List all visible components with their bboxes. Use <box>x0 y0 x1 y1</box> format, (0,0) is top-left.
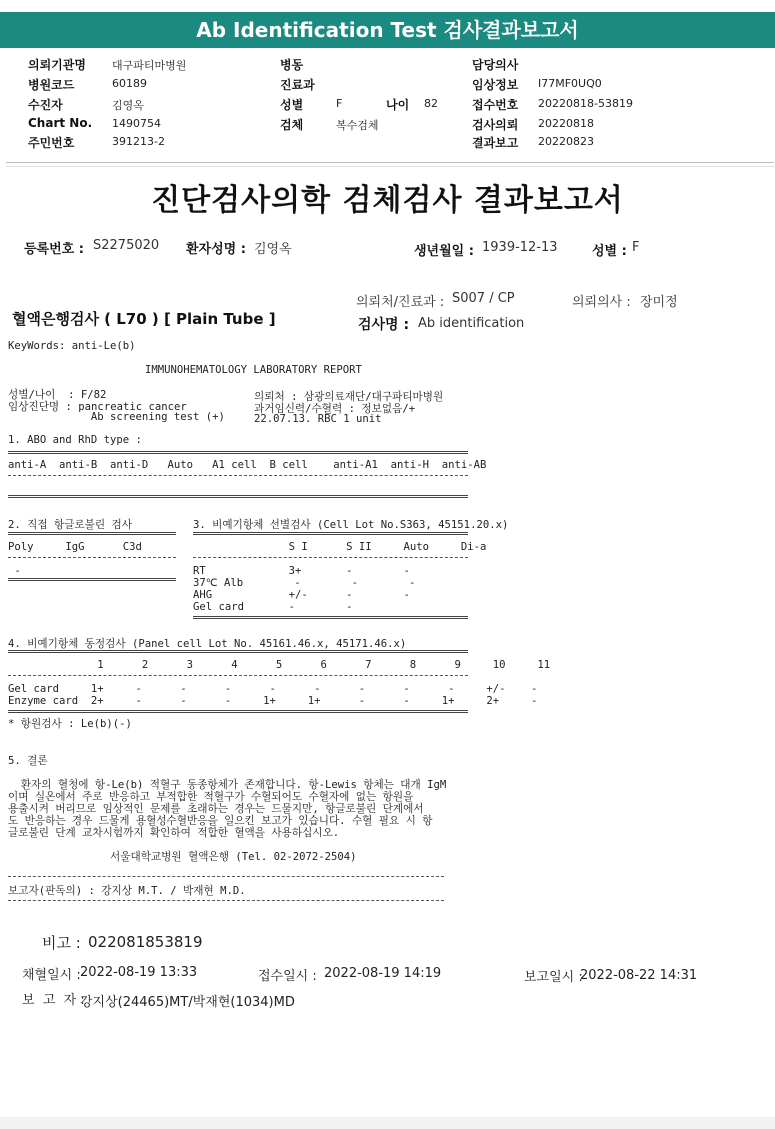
reg-number-value: S2275020 <box>93 238 160 253</box>
received-value: 2022-08-19 14:19 <box>324 966 442 981</box>
info-receipt-value: 20220818-53819 <box>538 97 633 110</box>
double-rule <box>8 532 176 535</box>
hospital-blood-bank: 서울대학교병원 혈액은행 (Tel. 02-2072-2504) <box>110 851 357 863</box>
section-3-row: Gel card - - <box>193 601 353 613</box>
conclusion-line: 이며 실온에서 주로 반응하고 부적합한 적혈구가 수혈되어도 수혈자에 없는 항원을 <box>8 791 414 803</box>
info-dept-label: 진료과 <box>280 78 315 92</box>
info-receipt-label: 접수번호 <box>472 98 519 112</box>
double-rule <box>193 616 468 619</box>
birth-date-label: 생년월일 : <box>414 244 474 259</box>
info-report-value: 20220823 <box>538 135 594 148</box>
info-age-value: 82 <box>424 97 438 110</box>
double-rule <box>8 710 468 713</box>
dept-value: S007 / CP <box>452 291 515 306</box>
reported-label: 보고일시 : <box>524 970 583 985</box>
info-hospital-label: 의뢰기관명 <box>28 58 86 72</box>
info-specimen-label: 검체 <box>280 118 304 132</box>
test-name-label: 검사명 : <box>358 317 410 333</box>
conclusion-line: 용출시켜 버리므로 임상적인 문제를 초래하는 경우는 드물지만, 항글로불린 단계에서 <box>8 803 424 815</box>
dashed-rule <box>8 876 444 877</box>
received-label: 접수일시 : <box>258 969 317 984</box>
info-report-label: 결과보고 <box>472 136 519 150</box>
antigen-test: * 항원검사 : Le(b)(-) <box>8 718 132 730</box>
double-rule <box>8 451 468 454</box>
reporter-line: 보고자(판독의) : 강지상 M.T. / 박재현 M.D. <box>8 885 246 897</box>
sex-label: 성별 : <box>592 244 627 259</box>
section-1-header: anti-A anti-B anti-D Auto A1 cell B cell anti-A1 anti-H anti-AB <box>8 459 487 471</box>
dashed-rule <box>193 557 468 558</box>
section-divider <box>6 162 774 163</box>
info-specimen-value: 복수검체 <box>336 119 379 132</box>
section-4-row: Gel card 1+ - - - - - - - - +/- - <box>8 683 538 695</box>
section-3-row: AHG +/- - - <box>193 589 410 601</box>
conclusion-line: 환자의 혈청에 항-Le(b) 적혈구 동종항체가 존재합니다. 항-Lewis 항체는 대개 IgM <box>8 779 447 791</box>
remark-label: 비고 : <box>42 934 81 952</box>
collected-value: 2022-08-19 13:33 <box>80 965 198 980</box>
section-2-header: Poly IgG C3d <box>8 541 142 553</box>
info-patient-label: 수진자 <box>28 98 63 112</box>
section-3-header: S I S II Auto Di-a <box>193 541 487 553</box>
dept-label: 의뢰처/진료과 : <box>356 295 445 310</box>
lab-report-title: IMMUNOHEMATOLOGY LABORATORY REPORT <box>145 364 362 376</box>
info-hospital-code-value: 60189 <box>112 77 147 90</box>
info-sex-value: F <box>336 97 343 110</box>
dashed-rule <box>8 475 468 476</box>
info-chart-label: Chart No. <box>28 116 93 130</box>
info-request-value: 20220818 <box>538 117 594 130</box>
test-group: 혈액은행검사 ( L70 ) [ Plain Tube ] <box>12 310 276 328</box>
section-divider <box>6 166 774 167</box>
bottom-bar <box>0 1117 775 1129</box>
requester-line: 의뢰처 : 삼광의료재단/대구파티마병원 <box>254 391 444 403</box>
birth-date-value: 1939-12-13 <box>482 240 558 255</box>
diagnosis-line-2: Ab screening test (+) <box>8 411 225 423</box>
info-sex-label: 성별 <box>280 98 304 112</box>
section-5-title: 5. 결론 <box>8 755 48 767</box>
patient-name-label: 환자성명 : <box>186 242 246 257</box>
info-patient-value: 김영옥 <box>112 99 144 112</box>
header-bar <box>0 12 775 48</box>
info-chart-value: 1490754 <box>112 117 161 130</box>
section-3-row: 37℃ Alb - - - <box>193 577 416 589</box>
double-rule <box>8 495 468 498</box>
requesting-doctor-value: 장미정 <box>640 295 678 310</box>
test-name-value: Ab identification <box>418 316 525 331</box>
reg-number-label: 등록번호 : <box>24 242 84 257</box>
section-3-row: RT 3+ - - <box>193 565 410 577</box>
double-rule <box>193 532 468 535</box>
dashed-rule <box>8 675 468 676</box>
dashed-rule <box>8 557 176 558</box>
reported-value: 2022-08-22 14:31 <box>580 968 698 983</box>
info-request-label: 검사의뢰 <box>472 118 519 132</box>
section-1-title: 1. ABO and RhD type : <box>8 434 142 446</box>
info-id-label: 주민번호 <box>28 136 75 150</box>
page-title: Ab Identification Test 검사결과보고서 <box>196 18 579 42</box>
section-4-title: 4. 비예기항체 동정검사 (Panel cell Lot No. 45161.46.x, 45171.46.x) <box>8 638 407 650</box>
section-4-row: Enzyme card 2+ - - - 1+ 1+ - - 1+ 2+ - <box>8 695 538 707</box>
info-clinical-label: 임상정보 <box>472 78 519 92</box>
collected-label: 채혈일시 : <box>22 968 81 983</box>
sex-age-line: 성별/나이 : F/82 <box>8 389 107 401</box>
info-ward-label: 병동 <box>280 58 304 72</box>
conclusion-line: 도 반응하는 경우 드물게 용혈성수혈반응을 일으킨 보고가 있습니다. 수혈 필요 시 항 <box>8 815 433 827</box>
info-hospital-value: 대구파티마병원 <box>112 59 187 72</box>
report-title: 진단검사의학 검체검사 결과보고서 <box>151 183 624 218</box>
info-age-label: 나이 <box>386 98 410 112</box>
sex-value: F <box>632 240 640 255</box>
reporter-value: 강지상(24465)MT/박재현(1034)MD <box>80 995 295 1010</box>
section-4-header: 1 2 3 4 5 6 7 8 9 10 11 <box>8 659 551 671</box>
info-id-value: 391213-2 <box>112 135 165 148</box>
info-doctor-label: 담당의사 <box>472 58 519 72</box>
double-rule <box>8 650 468 653</box>
double-rule <box>8 578 176 581</box>
section-3-title: 3. 비예기항체 선별검사 (Cell Lot No.S363, 45151.20.x) <box>193 519 509 531</box>
conclusion-line: 글로불린 단계 교차시험까지 확인하여 적합한 혈액을 사용하십시오. <box>8 827 340 839</box>
requesting-doctor-label: 의뢰의사 : <box>572 295 631 310</box>
keywords: KeyWords: anti-Le(b) <box>8 340 136 352</box>
section-2-row: - <box>8 565 21 577</box>
patient-name-value: 김영옥 <box>254 242 292 257</box>
info-hospital-code-label: 병원코드 <box>28 78 75 92</box>
section-2-title: 2. 직접 항글로불린 검사 <box>8 519 132 531</box>
reporter-label: 보 고 자 : <box>22 993 85 1008</box>
info-clinical-value: I77MF0UQ0 <box>538 77 602 90</box>
remark-value: 022081853819 <box>88 933 203 951</box>
transfusion-date-line: 22.07.13. RBC 1 unit <box>254 413 382 425</box>
dashed-rule <box>8 900 444 901</box>
transfusion-history-line: 과거임신력/수혈력 : 정보없음/+ <box>254 403 416 415</box>
diagnosis-line: 임상진단명 : pancreatic cancer <box>8 401 187 413</box>
